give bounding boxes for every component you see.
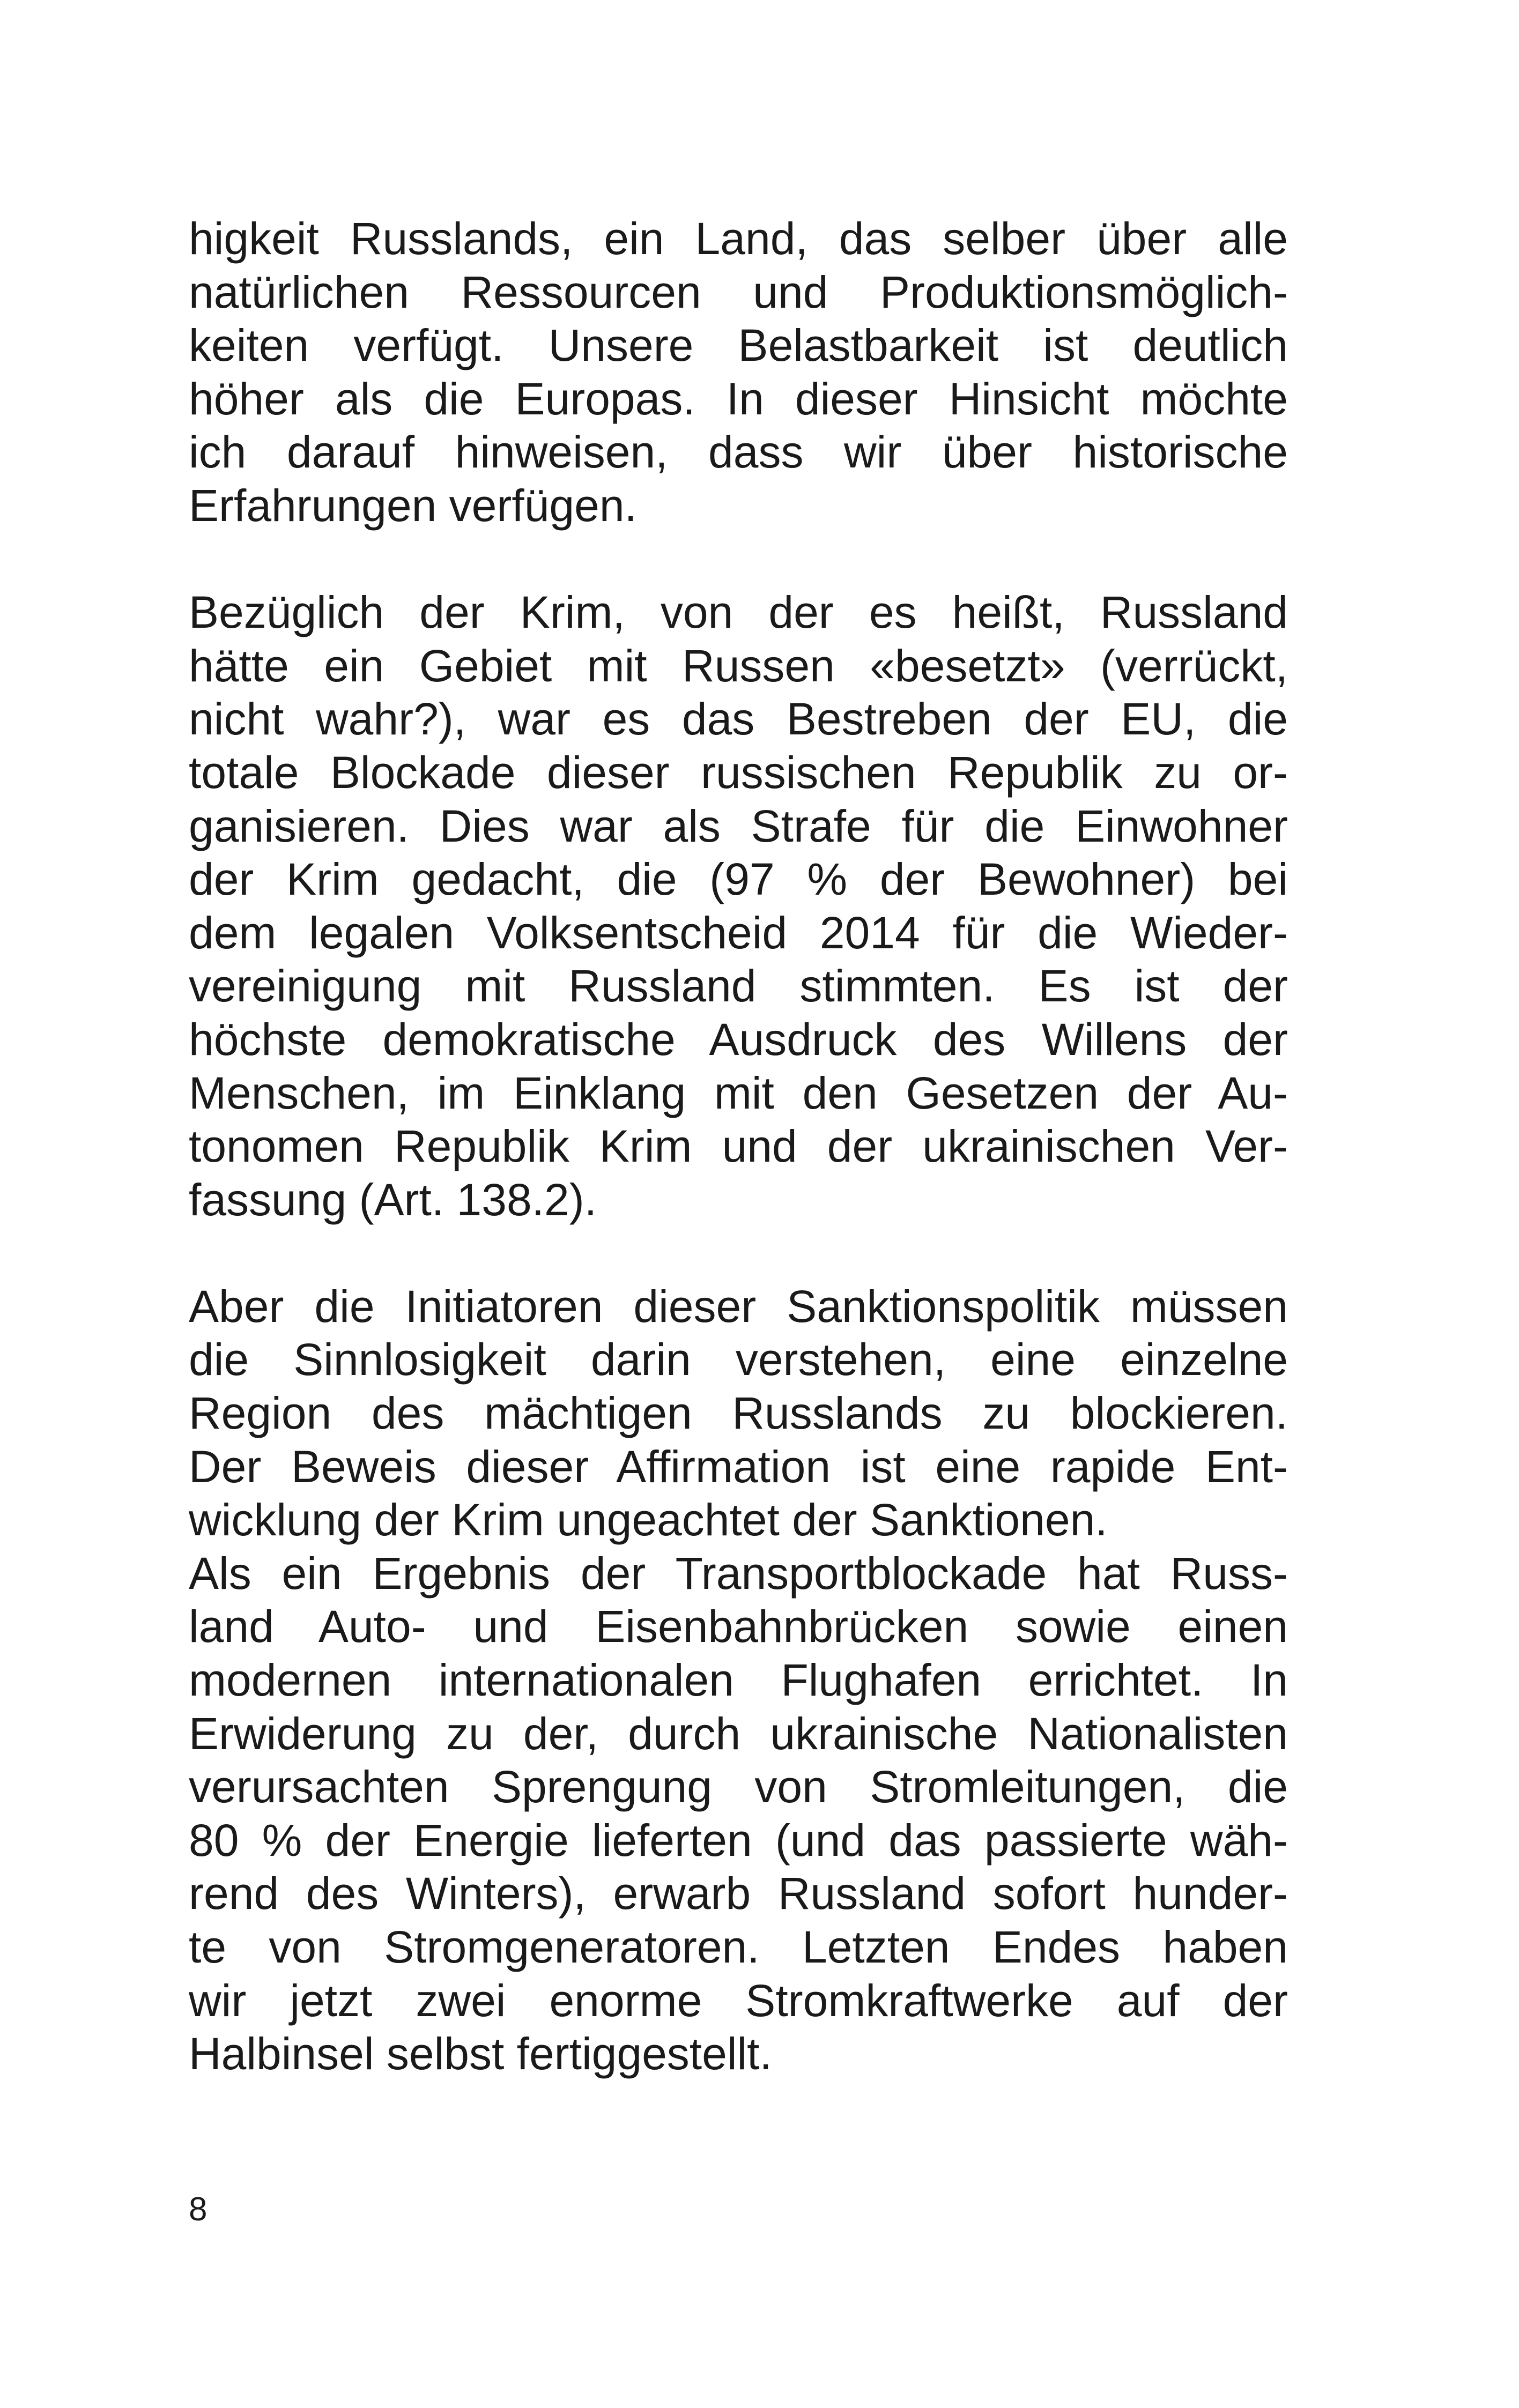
text-line: Der Beweis dieser Affirmation ist eine rapide Ent-	[189, 1441, 1288, 1492]
text-line: nicht wahr?), war es das Bestreben der EU, die	[189, 694, 1288, 745]
text-line: Erwiderung zu der, durch ukrainische Nationalisten	[189, 1708, 1288, 1759]
text-line: dem legalen Volksentscheid 2014 für die Wieder-	[189, 907, 1288, 958]
text-line: ganisieren. Dies war als Strafe für die Einwohner	[189, 800, 1288, 851]
text-line: fassung (Art. 138.2).	[189, 1174, 597, 1225]
text-line: die Sinnlosigkeit darin verstehen, eine einzelne	[189, 1334, 1288, 1385]
paragraph-1	[189, 212, 1288, 533]
text-line: der Krim gedacht, die (97 % der Bewohner) bei	[189, 854, 1288, 905]
text-line: ich darauf hinweisen, dass wir über historische	[189, 427, 1288, 478]
text-line: te von Stromgeneratoren. Letzten Endes haben	[189, 1922, 1288, 1972]
text-line: Als ein Ergebnis der Transportblockade hat Russ-	[189, 1548, 1288, 1599]
text-line: höchste demokratische Ausdruck des Willens der	[189, 1014, 1288, 1065]
text-line: höher als die Europas. In dieser Hinsicht möchte	[189, 373, 1288, 424]
paragraph-4	[189, 1547, 1288, 2081]
text-line: land Auto- und Eisenbahnbrücken sowie einen	[189, 1601, 1288, 1652]
text-line: 80 % der Energie lieferten (und das passierte wäh-	[189, 1815, 1288, 1866]
text-line: Menschen, im Einklang mit den Gesetzen der Au-	[189, 1067, 1288, 1118]
text-line: Halbinsel selbst fertiggestellt.	[189, 2028, 772, 2079]
paragraph-spacer	[189, 1227, 1288, 1280]
paragraph-2	[189, 586, 1288, 1227]
text-line: totale Blockade dieser russischen Republik zu or-	[189, 747, 1288, 798]
text-line: Aber die Initiatoren dieser Sanktionspolitik müssen	[189, 1281, 1288, 1332]
text-line: Erfahrungen verfügen.	[189, 480, 637, 531]
text-line: hätte ein Gebiet mit Russen «besetzt» (verrückt,	[189, 640, 1288, 691]
paragraph-spacer	[189, 533, 1288, 586]
text-line: tonomen Republik Krim und der ukrainischen Ver-	[189, 1121, 1288, 1172]
paragraph-3	[189, 1280, 1288, 1547]
page-number: 8	[189, 2191, 208, 2228]
text-line: natürlichen Ressourcen und Produktionsmöglich-	[189, 266, 1288, 317]
text-line: keiten verfügt. Unsere Belastbarkeit ist deutlich	[189, 320, 1288, 371]
text-line: verursachten Sprengung von Stromleitungen, die	[189, 1762, 1288, 1812]
text-line: rend des Winters), erwarb Russland sofort hunder-	[189, 1868, 1288, 1919]
text-line: higkeit Russlands, ein Land, das selber über alle	[189, 213, 1288, 264]
text-line: Bezüglich der Krim, von der es heißt, Russland	[189, 587, 1288, 638]
text-line: modernen internationalen Flughafen errichtet. In	[189, 1655, 1288, 1706]
text-line: wicklung der Krim ungeachtet der Sanktionen.	[189, 1495, 1108, 1545]
text-line: wir jetzt zwei enorme Stromkraftwerke auf der	[189, 1975, 1288, 2026]
text-line: Region des mächtigen Russlands zu blockieren.	[189, 1388, 1288, 1439]
body-text	[189, 212, 1288, 2081]
text-line: vereinigung mit Russland stimmten. Es ist der	[189, 961, 1288, 1012]
